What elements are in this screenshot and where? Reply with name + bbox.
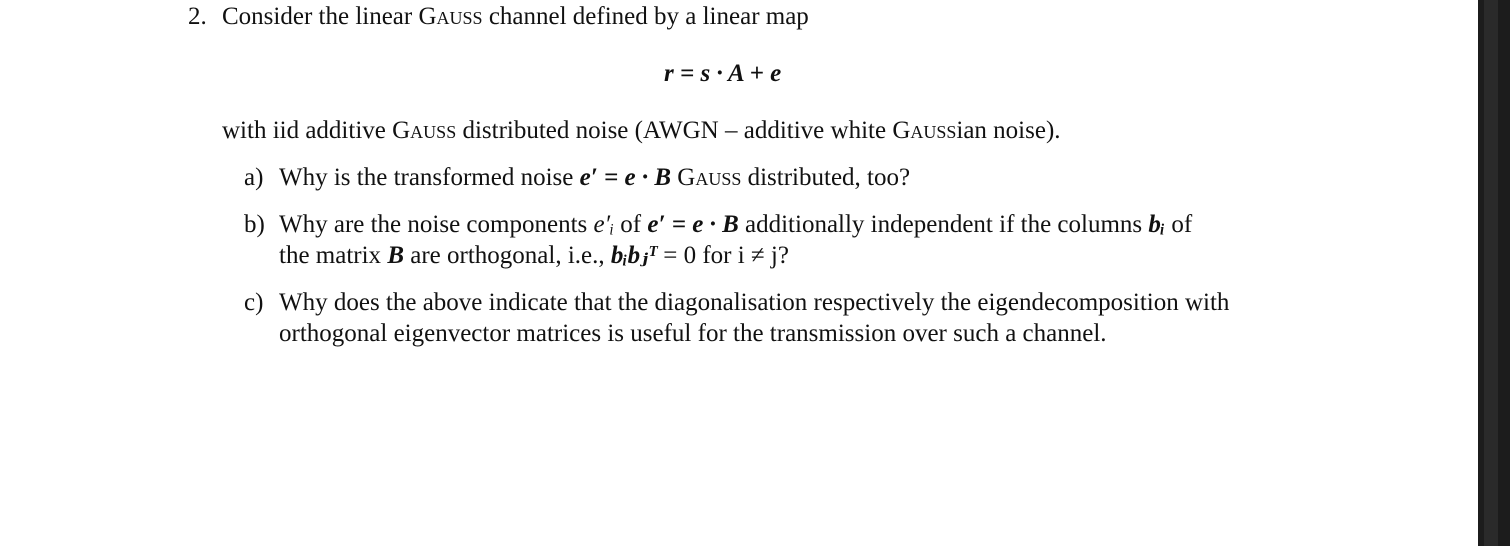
item-a-label: a)	[244, 164, 264, 191]
item-b-matrix-b: B	[387, 242, 404, 269]
item-b-math1: e′ᵢ	[593, 211, 615, 238]
problem-number: 2.	[188, 3, 207, 30]
item-a-math: e′ = e · B	[579, 164, 672, 191]
intro-gauss: Gauss	[418, 3, 483, 30]
scrollbar[interactable]	[1478, 0, 1510, 546]
item-b-math3: bᵢ	[1148, 211, 1166, 238]
item-a-prefix: Why is the transformed noise	[279, 164, 580, 191]
noise-prefix: with iid additive	[222, 117, 393, 144]
noise-middle: distributed noise (AWGN – additive white	[456, 117, 893, 144]
noise-suffix: ian noise).	[956, 117, 1061, 144]
noise-description	[222, 116, 1061, 146]
item-a-text	[279, 163, 910, 193]
item-b-line1-mid: additionally independent if the columns	[738, 211, 1149, 238]
item-c-label: c)	[244, 289, 264, 316]
item-b-line2-mid: are orthogonal, i.e.,	[404, 242, 611, 269]
item-b-of: of	[614, 211, 648, 238]
intro-suffix: channel defined by a linear map	[482, 3, 809, 30]
item-b-line1-suffix: of	[1165, 211, 1193, 238]
item-a-suffix: distributed, too?	[741, 164, 911, 191]
item-b-line1-prefix: Why are the noise components	[279, 211, 594, 238]
item-c-line2: orthogonal eigenvector matrices is useful for the transmission over such a channel.	[279, 320, 1107, 347]
item-b-line1	[279, 210, 1192, 240]
channel-formula	[664, 59, 781, 89]
item-b-line2-prefix: the matrix	[279, 242, 388, 269]
scrollbar-thumb[interactable]	[1484, 0, 1498, 546]
item-b-line2-suffix: = 0 for i ≠ j?	[656, 242, 789, 269]
item-b-math2: e′ = e · B	[647, 211, 739, 238]
problem-intro	[222, 2, 809, 32]
item-c-line1: Why does the above indicate that the diagonalisation respectively the eigendecomposition with	[279, 289, 1230, 316]
item-b-line2	[279, 241, 789, 271]
noise-gauss2: Gauss	[892, 117, 957, 144]
item-b-label: b)	[244, 211, 265, 238]
item-b-line2-math: bᵢbⱼᵀ	[610, 242, 657, 269]
intro-prefix: Consider the linear	[222, 3, 419, 30]
formula-text: r = s · A + e	[664, 60, 782, 87]
item-a-gauss: Gauss	[677, 164, 742, 191]
noise-gauss: Gauss	[392, 117, 457, 144]
